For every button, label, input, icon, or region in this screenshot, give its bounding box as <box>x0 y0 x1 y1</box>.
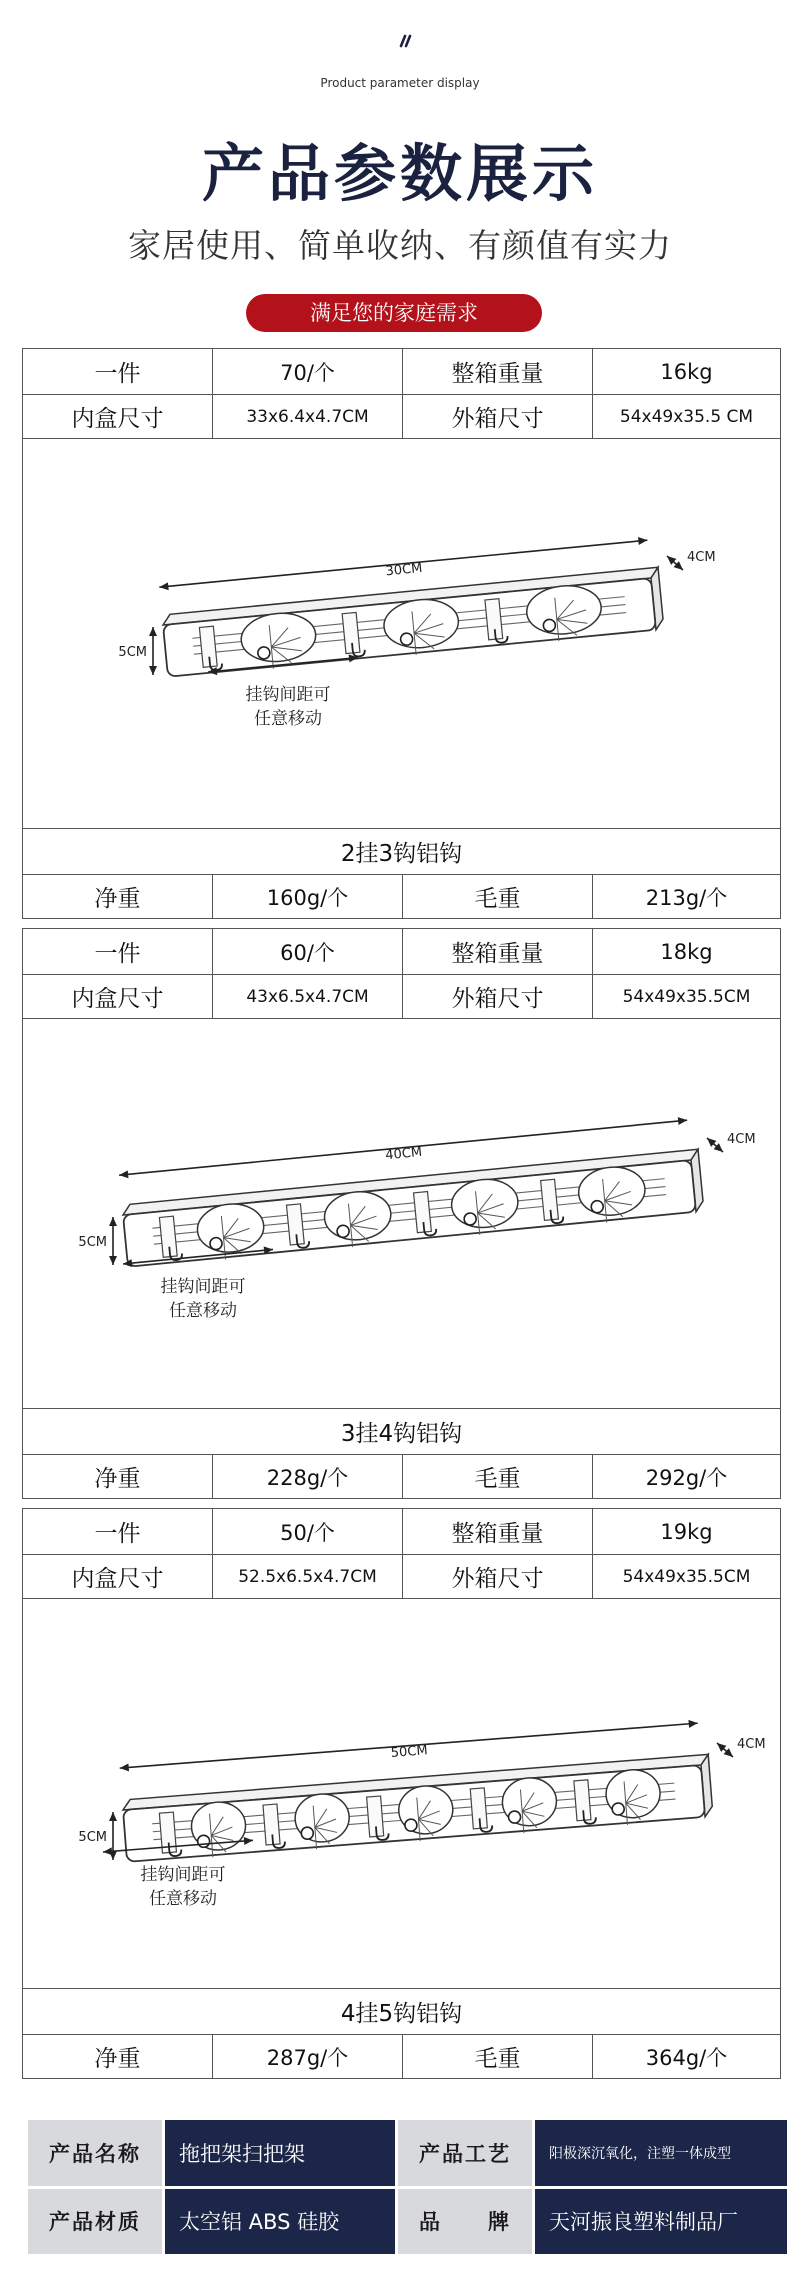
hook-slot <box>342 612 360 653</box>
product-table-1 <box>22 348 781 919</box>
box-weight-label: 整箱重量 <box>403 349 593 395</box>
inner-box-label: 内盒尺寸 <box>23 1555 213 1599</box>
spacing-note-line2: 任意移动 <box>254 708 322 729</box>
length-dimension-arrow-head-end <box>688 1719 697 1727</box>
height-label: 5CM <box>78 1234 107 1250</box>
gripper-knob <box>209 1237 222 1250</box>
spacing-note-line1: 挂钩间距可 <box>160 1276 246 1297</box>
spec-name-label: 产品名称 <box>28 2120 162 2186</box>
outer-box-label: 外箱尺寸 <box>403 975 593 1019</box>
inner-box-label: 内盒尺寸 <box>23 975 213 1019</box>
depth-label: 4CM <box>737 1736 766 1752</box>
net-weight-value: 228g/个 <box>213 1455 403 1499</box>
height-dimension-arrow-head-start <box>109 1812 117 1821</box>
pack-label: 一件 <box>23 1509 213 1555</box>
spacing-note-line1: 挂钩间距可 <box>140 1864 226 1885</box>
gross-weight-value: 292g/个 <box>593 1455 781 1499</box>
rack-diagram <box>23 1600 779 1988</box>
rack-body <box>162 567 664 679</box>
pack-label: 一件 <box>23 349 213 395</box>
product-caption: 3挂4钩铝钩 <box>23 1409 781 1455</box>
inner-box-value: 43x6.5x4.7CM <box>213 975 403 1019</box>
outer-box-value: 54x49x35.5CM <box>593 1555 781 1599</box>
gross-weight-label: 毛重 <box>403 875 593 919</box>
outer-box-label: 外箱尺寸 <box>403 1555 593 1599</box>
net-weight-label: 净重 <box>23 875 213 919</box>
table-row <box>23 1555 781 1599</box>
slash-logo-icon <box>395 30 415 50</box>
spacing-note-line2: 任意移动 <box>149 1888 217 1909</box>
hook-slot <box>199 626 217 667</box>
box-weight-label: 整箱重量 <box>403 1509 593 1555</box>
table-row <box>23 975 781 1019</box>
inner-box-label: 内盒尺寸 <box>23 395 213 439</box>
hook-slot <box>485 598 503 639</box>
gripper-knob <box>301 1826 314 1839</box>
depth-label: 4CM <box>727 1131 756 1147</box>
table-row <box>28 2120 787 2186</box>
gross-weight-value: 364g/个 <box>593 2035 781 2079</box>
gripper-knob <box>257 646 270 659</box>
hook-slot <box>470 1787 487 1828</box>
gripper-knob <box>543 618 556 631</box>
hook-slot <box>263 1804 280 1845</box>
table-row <box>23 875 781 919</box>
height-dimension-arrow-head-end <box>109 1256 117 1265</box>
page-title: 产品参数展示 <box>201 137 598 210</box>
hook-slot <box>414 1191 432 1232</box>
header-badge: 满足您的家庭需求 <box>246 294 542 332</box>
spacing-note-line2: 任意移动 <box>169 1300 237 1321</box>
gross-weight-label: 毛重 <box>403 1455 593 1499</box>
gross-weight-value: 213g/个 <box>593 875 781 919</box>
gripper-knob <box>337 1224 350 1237</box>
box-weight-value: 19kg <box>593 1509 781 1555</box>
product-caption: 4挂5钩铝钩 <box>23 1989 781 2035</box>
table-row <box>23 2035 781 2079</box>
hook-slot <box>574 1779 591 1820</box>
table-row <box>23 395 781 439</box>
spec-material-label: 产品材质 <box>28 2189 162 2255</box>
spec-craft-label: 产品工艺 <box>398 2120 532 2186</box>
box-weight-value: 18kg <box>593 929 781 975</box>
net-weight-value: 287g/个 <box>213 2035 403 2079</box>
gripper-knob <box>612 1802 625 1815</box>
product-diagram-cell <box>23 1019 781 1409</box>
height-dimension-arrow-head-start <box>149 627 157 636</box>
rack-body <box>122 1754 713 1864</box>
pack-value: 50/个 <box>213 1509 403 1555</box>
pack-value: 60/个 <box>213 929 403 975</box>
table-row <box>28 2189 787 2255</box>
product-table-3 <box>22 1508 781 2079</box>
hook-slot <box>286 1203 304 1244</box>
depth-label: 4CM <box>687 549 716 565</box>
spec-craft-value: 阳极深沉氧化，注塑一体成型 <box>535 2120 787 2186</box>
table-row <box>23 1509 781 1555</box>
spec-brand-label: 品 牌 <box>398 2189 532 2255</box>
spec-table <box>25 2117 790 2257</box>
pack-value: 70/个 <box>213 349 403 395</box>
box-weight-value: 16kg <box>593 349 781 395</box>
net-weight-label: 净重 <box>23 1455 213 1499</box>
net-weight-value: 160g/个 <box>213 875 403 919</box>
rack-diagram <box>23 1020 779 1408</box>
length-dimension-arrow-head-start <box>120 1763 129 1771</box>
spec-brand-value: 天河振良塑料制品厂 <box>535 2189 787 2255</box>
spacing-dimension-arrow-head-start <box>103 1847 112 1855</box>
gross-weight-label: 毛重 <box>403 2035 593 2079</box>
header-en-subtitle: Product parameter display <box>320 76 480 90</box>
hook-slot <box>367 1795 384 1836</box>
box-weight-label: 整箱重量 <box>403 929 593 975</box>
product-caption: 2挂3钩铝钩 <box>23 829 781 875</box>
inner-box-value: 33x6.4x4.7CM <box>213 395 403 439</box>
product-table-2 <box>22 928 781 1499</box>
hook-slot <box>159 1216 177 1257</box>
product-diagram-cell <box>23 1599 781 1989</box>
net-weight-label: 净重 <box>23 2035 213 2079</box>
length-label: 50CM <box>390 1742 429 1761</box>
table-row <box>23 1455 781 1499</box>
table-row <box>23 349 781 395</box>
product-diagram-cell <box>23 439 781 829</box>
gripper-knob <box>197 1834 210 1847</box>
height-label: 5CM <box>118 644 147 660</box>
gripper-knob <box>508 1810 521 1823</box>
table-row <box>23 929 781 975</box>
length-label: 30CM <box>384 560 424 579</box>
height-dimension-arrow-head-end <box>149 666 157 675</box>
hook-slot <box>541 1179 559 1220</box>
spec-material-value: 太空铝 ABS 硅胶 <box>165 2189 395 2255</box>
spec-name-value: 拖把架扫把架 <box>165 2120 395 2186</box>
rack-diagram <box>23 440 779 828</box>
inner-box-value: 52.5x6.5x4.7CM <box>213 1555 403 1599</box>
outer-box-label: 外箱尺寸 <box>403 395 593 439</box>
gripper-knob <box>400 632 413 645</box>
gripper-knob <box>464 1212 477 1225</box>
pack-label: 一件 <box>23 929 213 975</box>
length-label: 40CM <box>384 1144 423 1163</box>
height-dimension-arrow-head-start <box>109 1217 117 1226</box>
gripper-knob <box>404 1818 417 1831</box>
header-slogan: 家居使用、简单收纳、有颜值有实力 <box>128 226 672 265</box>
outer-box-value: 54x49x35.5CM <box>593 975 781 1019</box>
spacing-note-line1: 挂钩间距可 <box>245 684 331 705</box>
height-label: 5CM <box>78 1829 107 1845</box>
outer-box-value: 54x49x35.5 CM <box>593 395 781 439</box>
gripper-knob <box>591 1200 604 1213</box>
